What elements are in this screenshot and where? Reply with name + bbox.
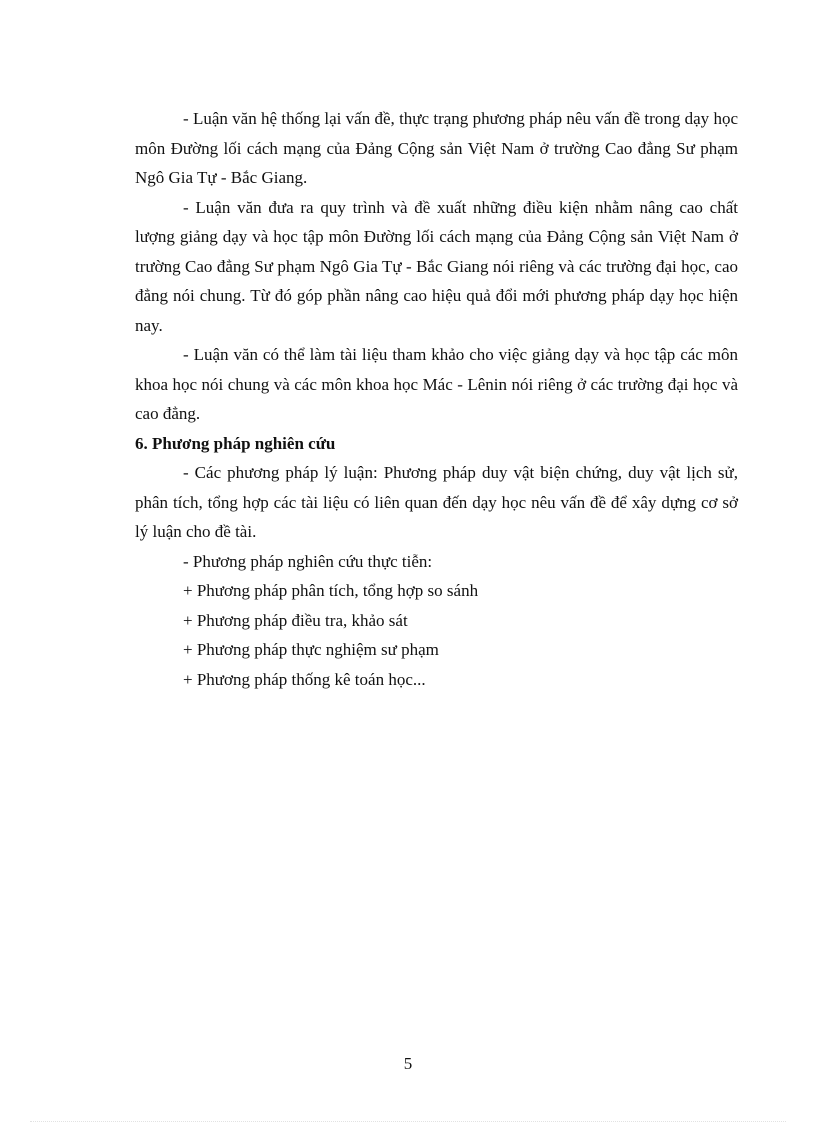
paragraph-thesis-review: - Luận văn hệ thống lại vấn đề, thực trạng phương pháp nêu vấn đề trong dạy học môn Đường lối cách mạng của Đảng Cộng sản Việt Nam ở trường Cao đẳng Sư phạm Ngô Gia Tự - Bắc Giang. bbox=[135, 109, 738, 187]
list-item: + Phương pháp phân tích, tổng hợp so sánh bbox=[183, 581, 479, 600]
paragraph-thesis-reference: - Luận văn có thể làm tài liệu tham khảo cho việc giảng dạy và học tập các môn khoa học nói chung và các môn khoa học Mác - Lênin nói riêng ở các trường đại học và cao đẳng. bbox=[135, 345, 738, 423]
list-item: + Phương pháp thống kê toán học... bbox=[183, 669, 426, 689]
paragraph-thesis-proposal: - Luận văn đưa ra quy trình và đề xuất những điều kiện nhằm nâng cao chất lượng giảng dạy và học tập môn Đường lối cách mạng của Đảng Cộng sản Việt Nam ở trường Cao đẳng Sư phạm Ngô Gia Tự - Bắc Giang nói riêng và các trường đại học, cao đẳng nói chung. Từ đó góp phần nâng cao hiệu quả đổi mới phương pháp dạy học hiện nay. bbox=[135, 197, 738, 335]
page-number: 5 bbox=[403, 1054, 413, 1073]
practical-methods-intro: - Phương pháp nghiên cứu thực tiễn: bbox=[183, 551, 433, 571]
list-item: + Phương pháp điều tra, khảo sát bbox=[183, 610, 408, 630]
section-heading: 6. Phương pháp nghiên cứu bbox=[135, 433, 336, 453]
list-item: + Phương pháp thực nghiệm sư phạm bbox=[183, 640, 439, 659]
page-bottom-divider bbox=[30, 1121, 786, 1122]
paragraph-theoretical-methods: - Các phương pháp lý luận: Phương pháp duy vật biện chứng, duy vật lịch sử, phân tích, tổng hợp các tài liệu có liên quan đến dạy học nêu vấn đề để xây dựng cơ sở lý luận cho đề tài. bbox=[135, 463, 738, 541]
page-body bbox=[135, 104, 738, 694]
